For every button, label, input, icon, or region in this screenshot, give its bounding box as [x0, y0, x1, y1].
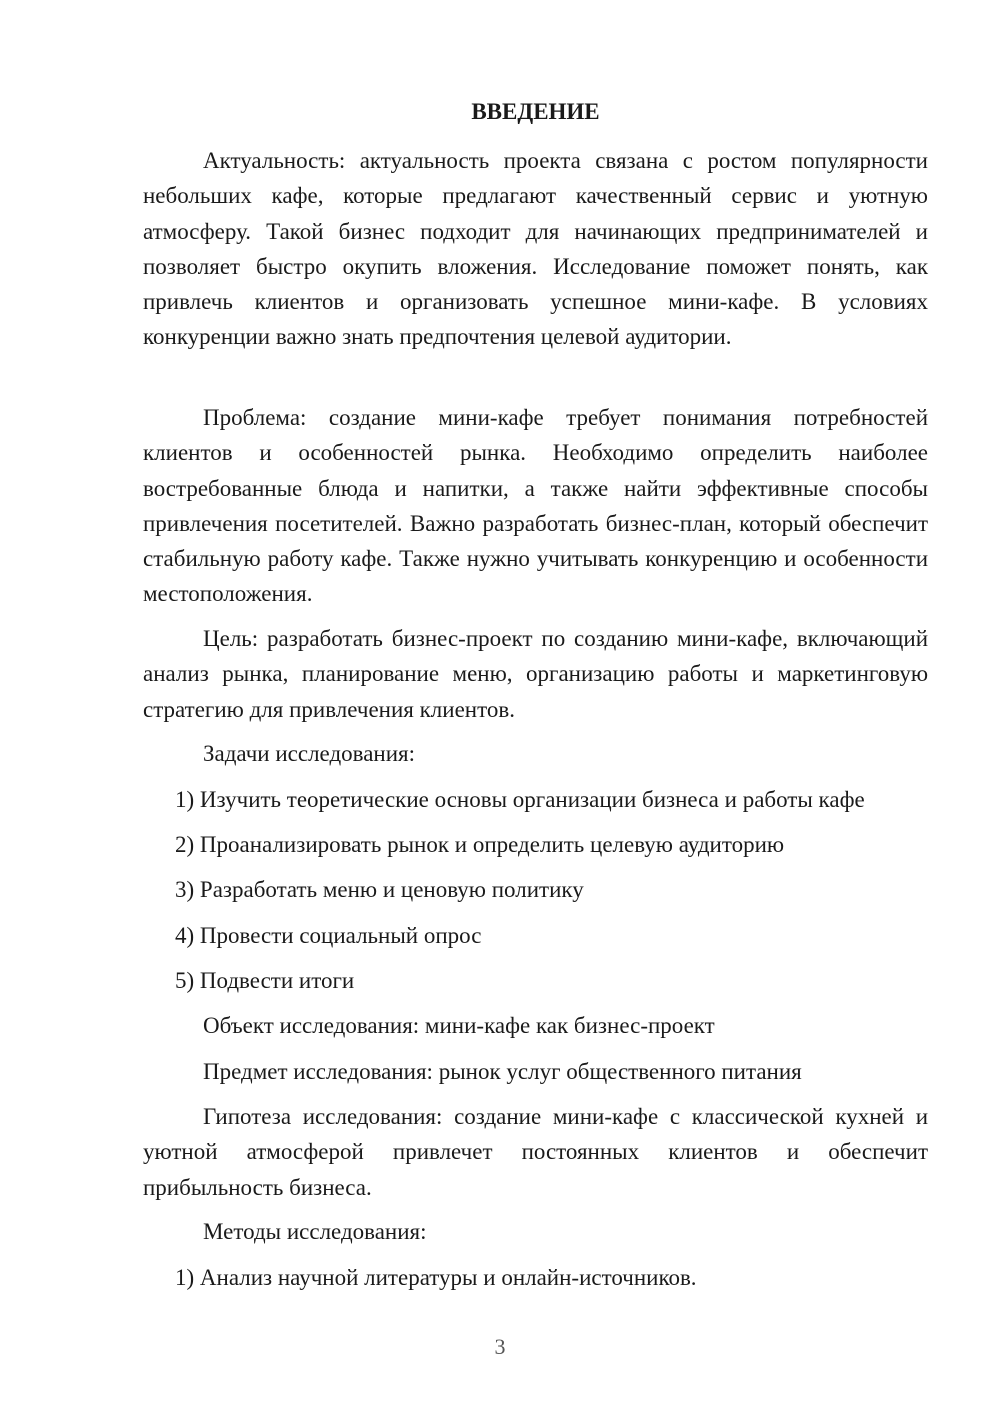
tasks-heading: Задачи исследования:: [203, 741, 416, 766]
task-item: 3) Разработать меню и ценовую политику: [175, 877, 584, 902]
method-item: 1) Анализ научной литературы и онлайн-источников.: [175, 1265, 697, 1290]
task-item: 1) Изучить теоретические основы организации бизнеса и работы кафе: [175, 787, 865, 812]
task-item: 2) Проанализировать рынок и определить целевую аудиторию: [175, 832, 785, 857]
object-line: Объект исследования: мини-кафе как бизнес-проект: [203, 1013, 715, 1038]
goal-paragraph: Цель: разработать бизнес-проект по созданию мини-кафе, включающий анализ рынка, планирование меню, организацию работы и маркетинговую стратегию для привлечения клиентов.: [143, 626, 928, 722]
relevance-paragraph: Актуальность: актуальность проекта связана с ростом популярности небольших кафе, которые предлагают качественный сервис и уютную атмосферу. Такой бизнес подходит для начинающих предпринимателей и позволяет быстро окупить вложения. Исследование поможет понять, как привлечь клиентов и организовать успешное мини-кафе. В условиях конкуренции важно знать предпочтения целевой аудитории.: [143, 148, 928, 350]
task-item: 4) Провести социальный опрос: [175, 923, 482, 948]
task-item: 5) Подвести итоги: [175, 968, 355, 993]
problem-paragraph: Проблема: создание мини-кафе требует понимания потребностей клиентов и особенностей рынка. Необходимо определить наиболее востребованные блюда и напитки, а также найти эффективные способы привлечения посетителей. Важно разработать бизнес-план, который обеспечит стабильную работу кафе. Также нужно учитывать конкуренцию и особенности местоположения.: [143, 405, 928, 607]
page-title: ВВЕДЕНИЕ: [471, 99, 600, 124]
page-number: 3: [494, 1334, 506, 1359]
hypothesis-paragraph: Гипотеза исследования: создание мини-кафе с классической кухней и уютной атмосферой привлечет постоянных клиентов и обеспечит прибыльность бизнеса.: [143, 1104, 928, 1200]
methods-heading: Методы исследования:: [203, 1219, 427, 1244]
subject-line: Предмет исследования: рынок услуг общественного питания: [203, 1059, 802, 1084]
